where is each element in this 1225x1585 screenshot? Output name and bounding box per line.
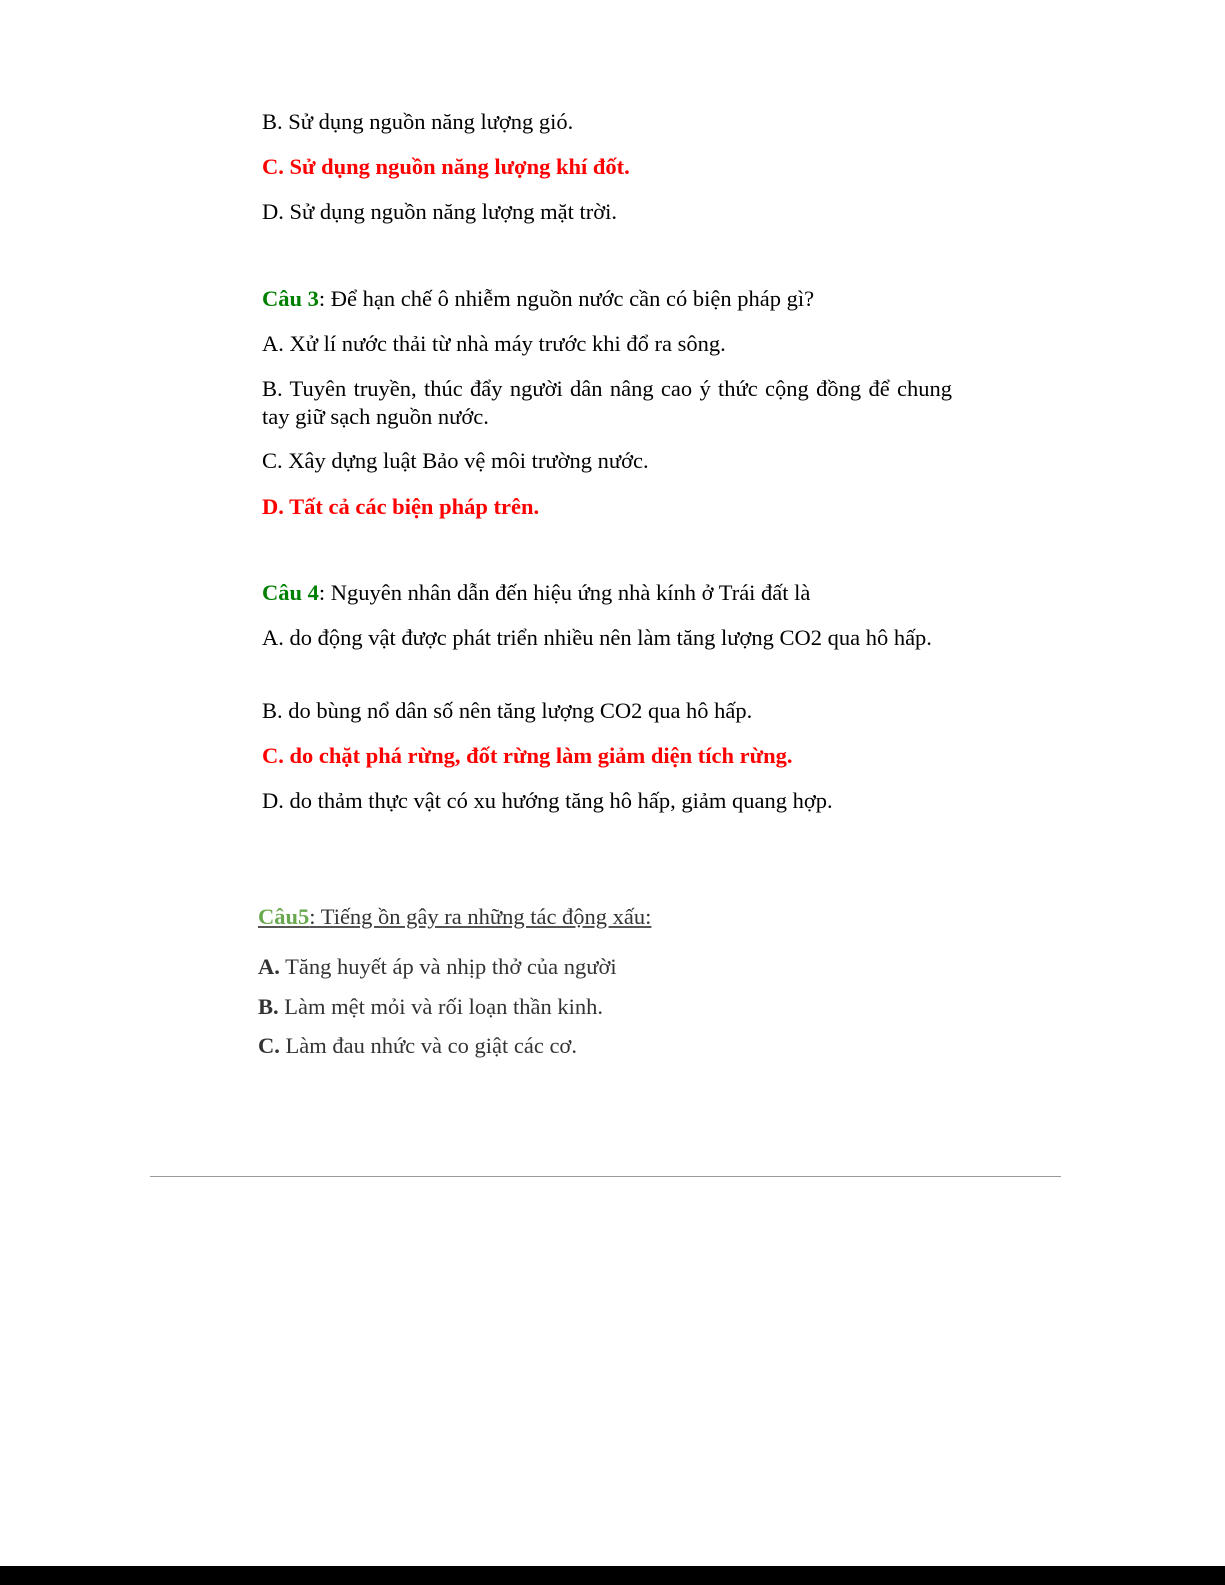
q4-question bbox=[262, 579, 952, 607]
q4-label: Câu 4 bbox=[262, 580, 319, 605]
q3-option-c: C. Xây dựng luật Bảo vệ môi trường nước. bbox=[262, 448, 649, 473]
page-divider bbox=[150, 1176, 1061, 1177]
q5-option-b bbox=[258, 993, 948, 1021]
q5-question bbox=[258, 903, 651, 931]
q5-option-a bbox=[258, 953, 948, 981]
q5-option-a-text: Tăng huyết áp và nhịp thở của người bbox=[279, 954, 617, 979]
q3-text: : Để hạn chế ô nhiễm nguồn nước cần có biện pháp gì? bbox=[318, 286, 815, 311]
q5-option-c-letter: C. bbox=[258, 1033, 280, 1058]
q3-option-d-correct: D. Tất cả các biện pháp trên. bbox=[262, 494, 540, 519]
q5-option-a-letter: A. bbox=[258, 954, 280, 979]
q4-text: : Nguyên nhân dẫn đến hiệu ứng nhà kính ở Trái đất là bbox=[318, 580, 811, 605]
q5-option-b-text: Làm mệt mỏi và rối loạn thần kinh. bbox=[278, 994, 603, 1019]
q3-option-b: B. Tuyên truyền, thúc đẩy người dân nâng cao ý thức cộng đồng để chung tay giữ sạch nguồn nước. bbox=[262, 376, 952, 429]
q5-option-c-text: Làm đau nhức và co giật các cơ. bbox=[279, 1033, 577, 1058]
q2-option-c-correct: C. Sử dụng nguồn năng lượng khí đốt. bbox=[262, 154, 630, 179]
q3-option-a: A. Xử lí nước thải từ nhà máy trước khi đổ ra sông. bbox=[262, 331, 726, 356]
q3-label: Câu 3 bbox=[262, 286, 319, 311]
q4-option-a: A. do động vật được phát triển nhiều nên làm tăng lượng CO2 qua hô hấp. bbox=[262, 625, 932, 650]
q4-option-d: D. do thảm thực vật có xu hướng tăng hô hấp, giảm quang hợp. bbox=[262, 788, 833, 813]
q5-option-b-letter: B. bbox=[258, 994, 279, 1019]
q3-question bbox=[262, 285, 952, 313]
q2-option-d: D. Sử dụng nguồn năng lượng mặt trời. bbox=[262, 199, 618, 224]
q5-label: Câu5 bbox=[258, 904, 310, 929]
q5-option-c bbox=[258, 1032, 948, 1060]
q4-option-c-correct: C. do chặt phá rừng, đốt rừng làm giảm diện tích rừng. bbox=[262, 743, 793, 768]
q2-option-b: B. Sử dụng nguồn năng lượng gió. bbox=[262, 109, 574, 134]
q4-option-b: B. do bùng nổ dân số nên tăng lượng CO2 qua hô hấp. bbox=[262, 698, 753, 723]
bottom-edge-bar bbox=[0, 1566, 1225, 1585]
q5-text: : Tiếng ồn gây ra những tác động xấu: bbox=[309, 904, 652, 929]
